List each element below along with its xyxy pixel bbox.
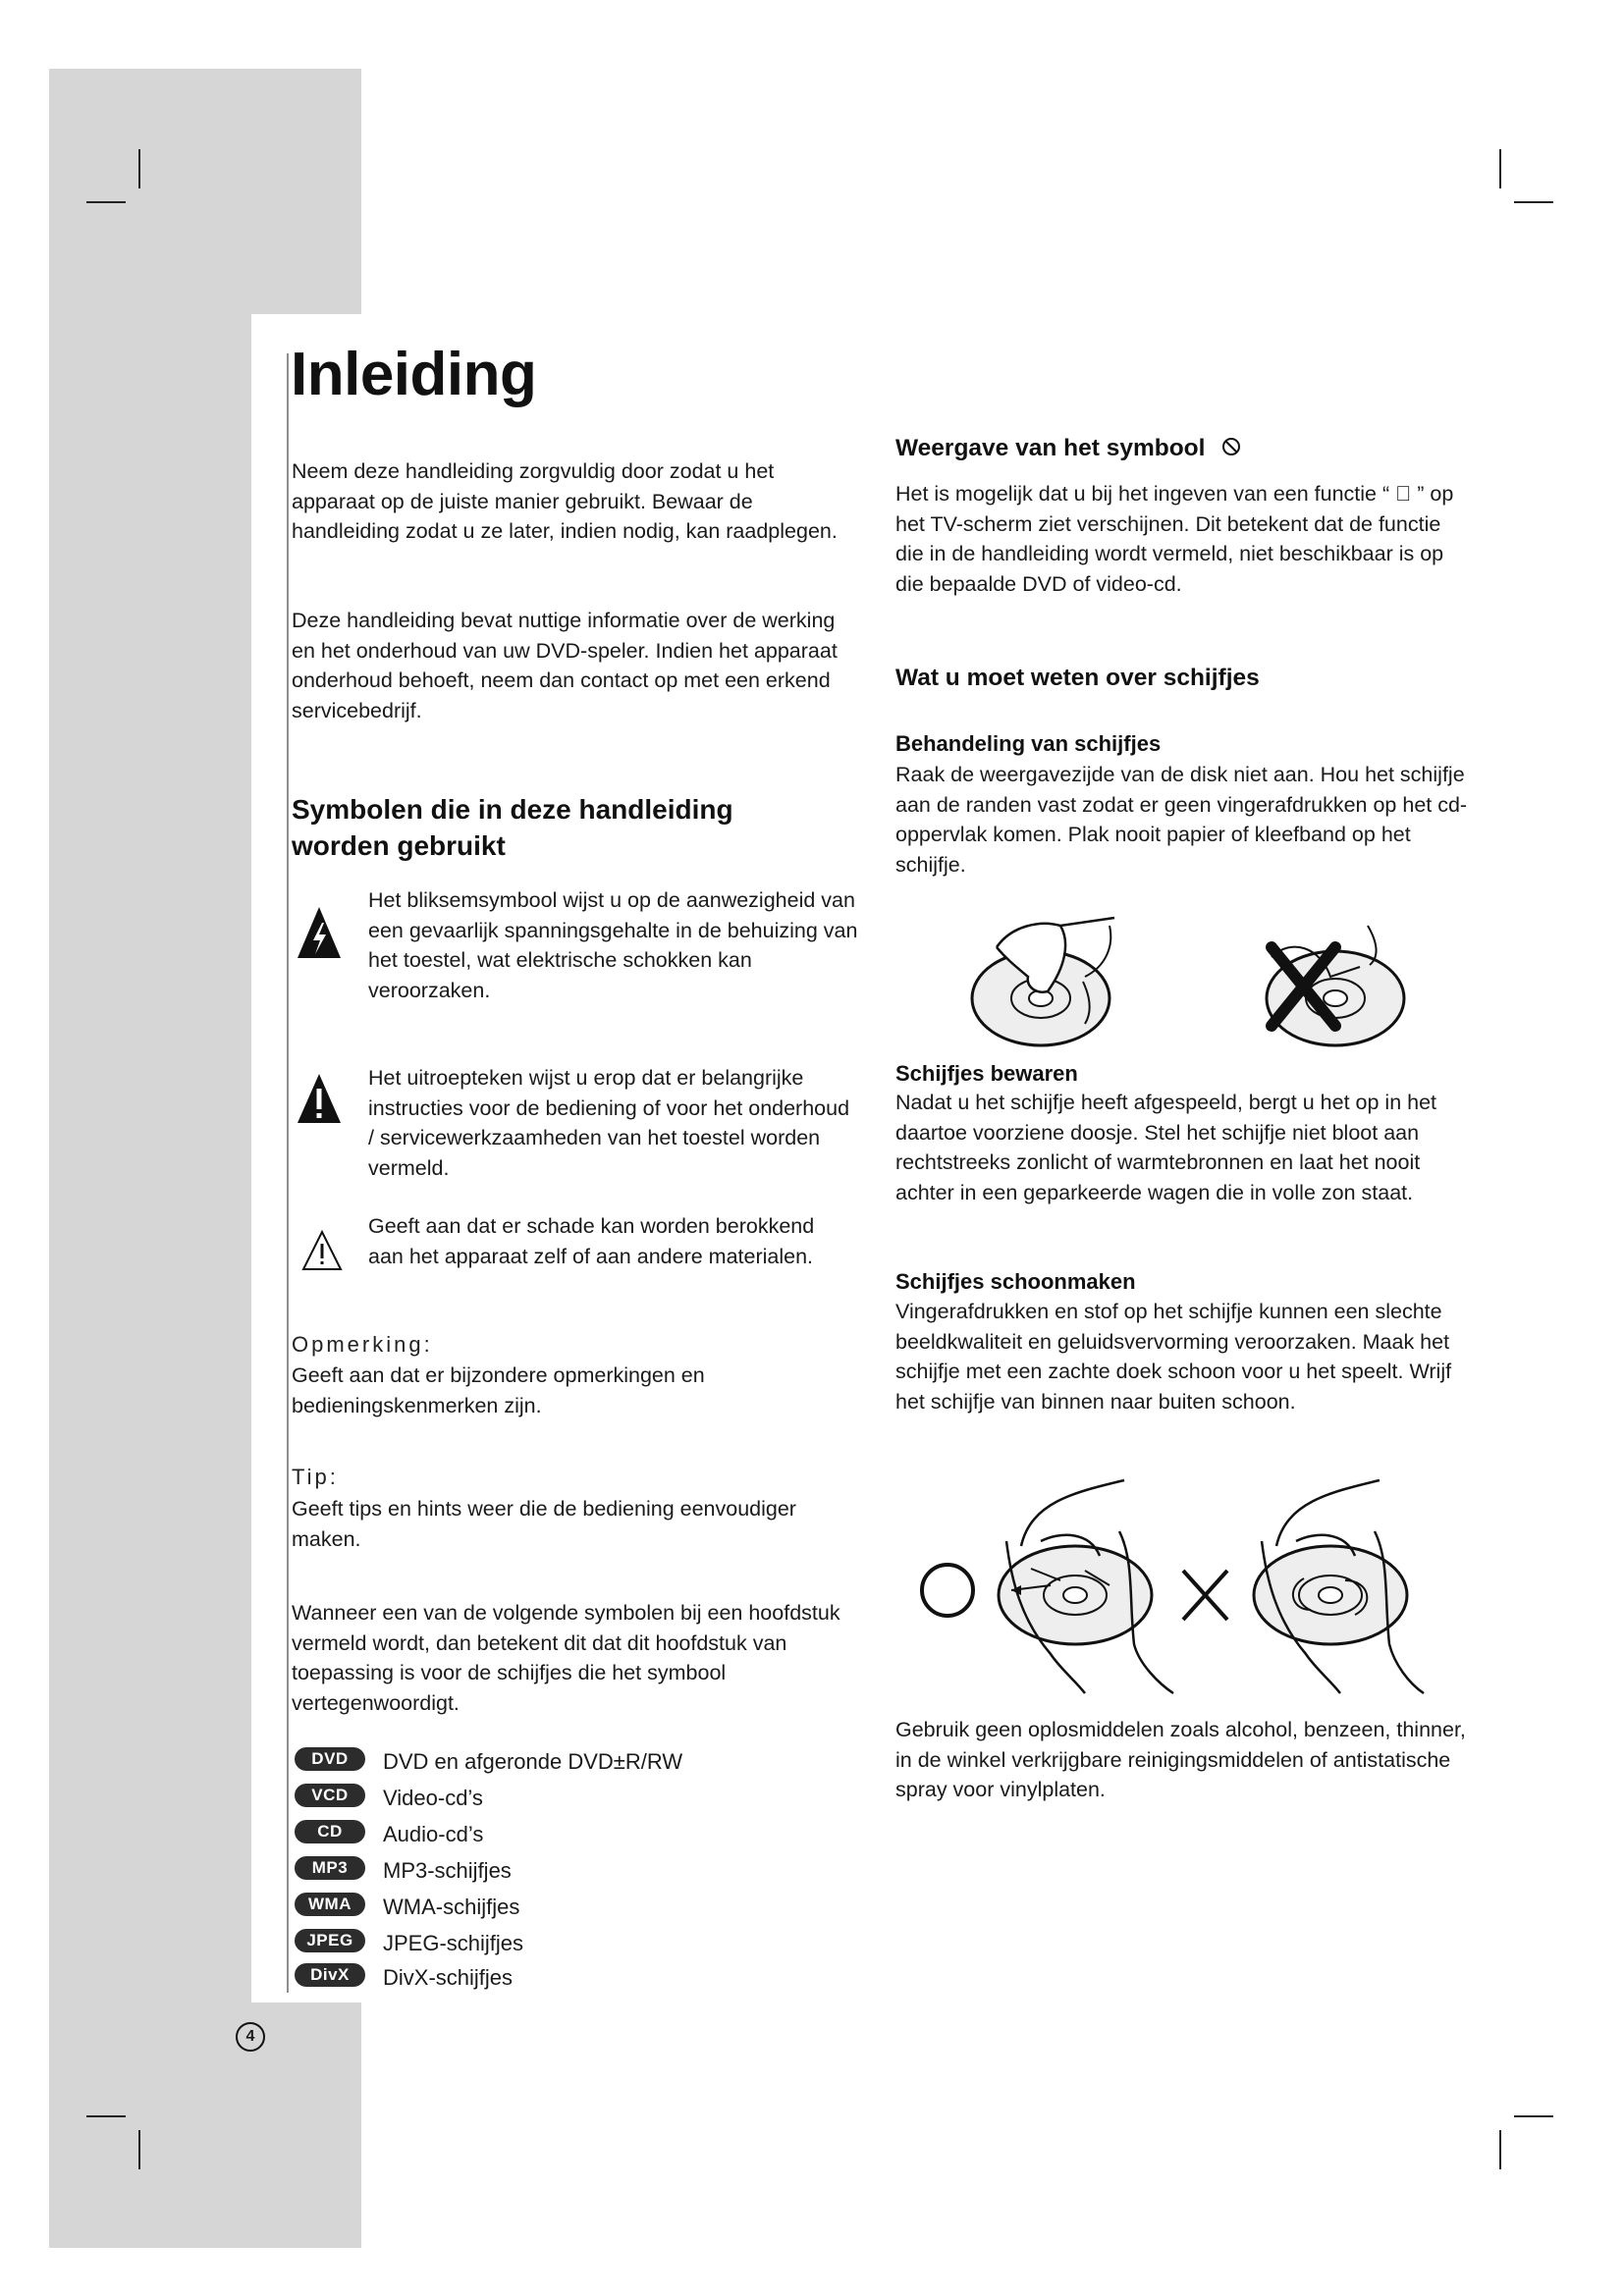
dvd-label: DVD en afgeronde DVD±R/RW — [383, 1749, 683, 1774]
symbols-heading: Symbolen die in deze handleiding worden gebruikt — [292, 794, 733, 861]
display-symbol-heading-text: Weergave van het symbool — [895, 435, 1206, 461]
divx-label: DivX-schijfjes — [383, 1965, 514, 1990]
ok-circle-icon — [922, 1565, 973, 1616]
lightning-text: Het bliksemsymbool wijst u op de aanwezigheid van een gevaarlijk spanningsgehalte in de behuizing van het toestel, wat elektrische schokken kan veroorzaken. — [368, 888, 858, 1002]
discs-heading: Wat u moet weten over schijfjes — [895, 665, 1260, 691]
cd-badge: CD — [295, 1820, 365, 1843]
wma-label: WMA-schijfjes — [383, 1895, 520, 1919]
exclamation-warning-icon — [297, 1072, 342, 1130]
note-text: Geeft aan dat er bijzondere opmerkingen en bedieningskenmerken zijn. — [292, 1363, 705, 1417]
mp3-badge: MP3 — [295, 1856, 365, 1880]
jpeg-label: JPEG-schijfjes — [383, 1931, 524, 1955]
caution-text: Geeft aan dat er schade kan worden berokkend aan het apparaat zelf of aan andere materialen. — [368, 1214, 815, 1268]
vcd-badge: VCD — [295, 1784, 365, 1807]
crop-mark — [138, 149, 140, 188]
tip-text: Geeft tips en hints weer die de bediening eenvoudiger maken. — [292, 1497, 796, 1551]
jpeg-badge: JPEG — [295, 1929, 365, 1952]
display-symbol-heading — [895, 435, 1241, 463]
divx-badge: DivX — [295, 1963, 365, 1987]
wma-badge: WMA — [295, 1893, 365, 1916]
lightning-warning-icon — [297, 905, 342, 965]
storing-text: Nadat u het schijfje heeft afgespeeld, bergt u het op in het daartoe voorziene doosje. Stel het schijfje niet bloot aan rechtstreeks zonlicht of warmtebronnen en laat het nooit achter in een geparkeerde wagen die in volle zon staat. — [895, 1091, 1437, 1204]
disc-wrong-hold-illustration — [1252, 908, 1419, 1060]
crop-mark — [86, 2115, 126, 2117]
storing-title: Schijfjes bewaren — [895, 1061, 1078, 1086]
dvd-badge: DVD — [295, 1747, 365, 1771]
exclamation-text: Het uitroepteken wijst u erop dat er belangrijke instructies voor de bediening of voor het onderhoud / servicewerkzaamheden van het toestel worden vermeld. — [368, 1066, 850, 1180]
cd-label: Audio-cd’s — [383, 1822, 484, 1846]
handling-text: Raak de weergavezijde van de disk niet aan. Hou het schijfje aan de randen vast zodat er geen vingerafdrukken op het cd-oppervlak komen. Plak nooit papier of kleefband op het schijfje. — [895, 763, 1468, 877]
crop-mark — [86, 201, 126, 203]
disc-correct-hold-illustration — [967, 908, 1134, 1060]
caution-outline-icon — [300, 1229, 344, 1277]
display-symbol-text: Het is mogelijk dat u bij het ingeven van een functie “ ⃠ ” op het TV-scherm ziet verschijnen. Dit betekent dat de functie die in de handleiding wordt vermeld, niet beschikbaar is op die bepaalde DVD of video-cd. — [895, 482, 1454, 596]
crop-mark — [1514, 2115, 1553, 2117]
disc-symbols-intro: Wanneer een van de volgende symbolen bij een hoofdstuk vermeld wordt, dan betekent dit dat dit hoofdstuk van toepassing is voor de schijfjes die het symbool vertegenwoordigt. — [292, 1601, 840, 1715]
page-number: 4 — [236, 2022, 265, 2052]
note-label: Opmerking: — [292, 1332, 433, 1357]
page-title: Inleiding — [291, 341, 537, 408]
tip-label: Tip: — [292, 1465, 339, 1489]
intro-paragraph-2: Deze handleiding bevat nuttige informatie over de werking en het onderhoud van uw DVD-speler. Indien het apparaat onderhoud behoeft, neem dan contact op met een erkend servicebedrijf. — [292, 609, 838, 722]
cleaning-text: Vingerafdrukken en stof op het schijfje kunnen een slechte beeldkwaliteit en geluidsvervorming veroorzaken. Maak het schijfje met een zachte doek schoon voor u het speelt. Wrijf het schijfje van binnen naar buiten schoon. — [895, 1300, 1452, 1414]
crop-mark — [1499, 2130, 1501, 2169]
mp3-label: MP3-schijfjes — [383, 1858, 512, 1883]
crop-mark — [1514, 201, 1553, 203]
solvents-text: Gebruik geen oplosmiddelen zoals alcohol, benzeen, thinner, in de winkel verkrijgbare reinigingsmiddelen of antistatische spray voor vinylplaten. — [895, 1718, 1466, 1801]
crop-mark — [138, 2130, 140, 2169]
left-rule — [287, 353, 289, 1993]
cleaning-title: Schijfjes schoonmaken — [895, 1269, 1136, 1294]
intro-paragraph-1: Neem deze handleiding zorgvuldig door zodat u het apparaat op de juiste manier gebruikt. Bewaar de handleiding zodat u ze later, indien nodig, kan raadplegen. — [292, 459, 838, 543]
disc-cleaning-illustration — [913, 1472, 1473, 1703]
handling-title: Behandeling van schijfjes — [895, 731, 1162, 756]
vcd-label: Video-cd’s — [383, 1786, 483, 1810]
prohibited-icon — [1221, 436, 1241, 463]
crop-mark — [1499, 149, 1501, 188]
